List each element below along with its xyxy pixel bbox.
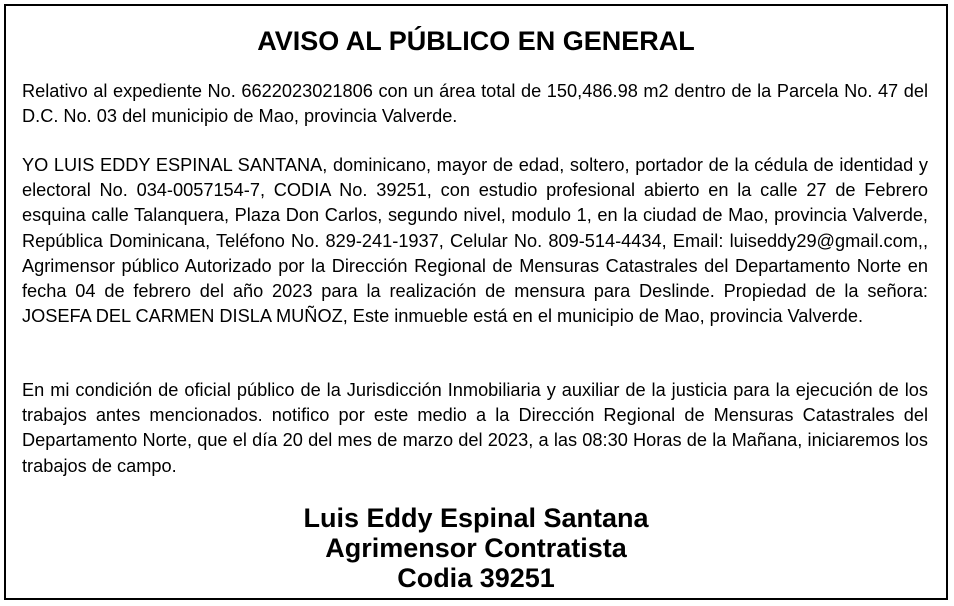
signature-block [6, 503, 946, 593]
notice-paragraph-surveyor-details: YO LUIS EDDY ESPINAL SANTANA, dominicano, mayor de edad, soltero, portador de la cédula de identidad y electoral No. 034-0057154-7, CODIA No. 39251, con estudio profesional abierto en la calle 27 de Febrero esquina calle Talanquera, Plaza Don Carlos, segundo nivel, modulo 1, en la ciudad de Mao, provincia Valverde, República Dominicana, Teléfono No. 829-241-1937, Celular No. 809-514-4434, Email: luiseddy29@gmail.com,, Agrimensor público Autorizado por la Dirección Regional de Mensuras Catastrales del Departamento Norte en fecha 04 de febrero del año 2023 para la realización de mensura para Deslinde. Propiedad de la señora: JOSEFA DEL CARMEN DISLA MUÑOZ, Este inmueble está en el municipio de Mao, provincia Valverde. [22, 155, 928, 327]
notice-title: AVISO AL PÚBLICO EN GENERAL [257, 26, 695, 56]
signature-codia: Codia 39251 [397, 563, 555, 593]
signature-name: Luis Eddy Espinal Santana [303, 503, 649, 533]
signature-role: Agrimensor Contratista [325, 533, 627, 563]
notice-paragraph-notification: En mi condición de oficial público de la Jurisdicción Inmobiliaria y auxiliar de la justicia para la ejecución de los trabajos antes mencionados. notifico por este medio a la Dirección Regional de Mensuras Catastrales del Departamento Norte, que el día 20 del mes de marzo del 2023, a las 08:30 Horas de la Mañana, iniciaremos los trabajos de campo. [22, 380, 928, 476]
public-notice [4, 4, 948, 600]
notice-paragraph-file-reference: Relativo al expediente No. 6622023021806 con un área total de 150,486.98 m2 dentro de la Parcela No. 47 del D.C. No. 03 del municipio de Mao, provincia Valverde. [22, 81, 928, 127]
